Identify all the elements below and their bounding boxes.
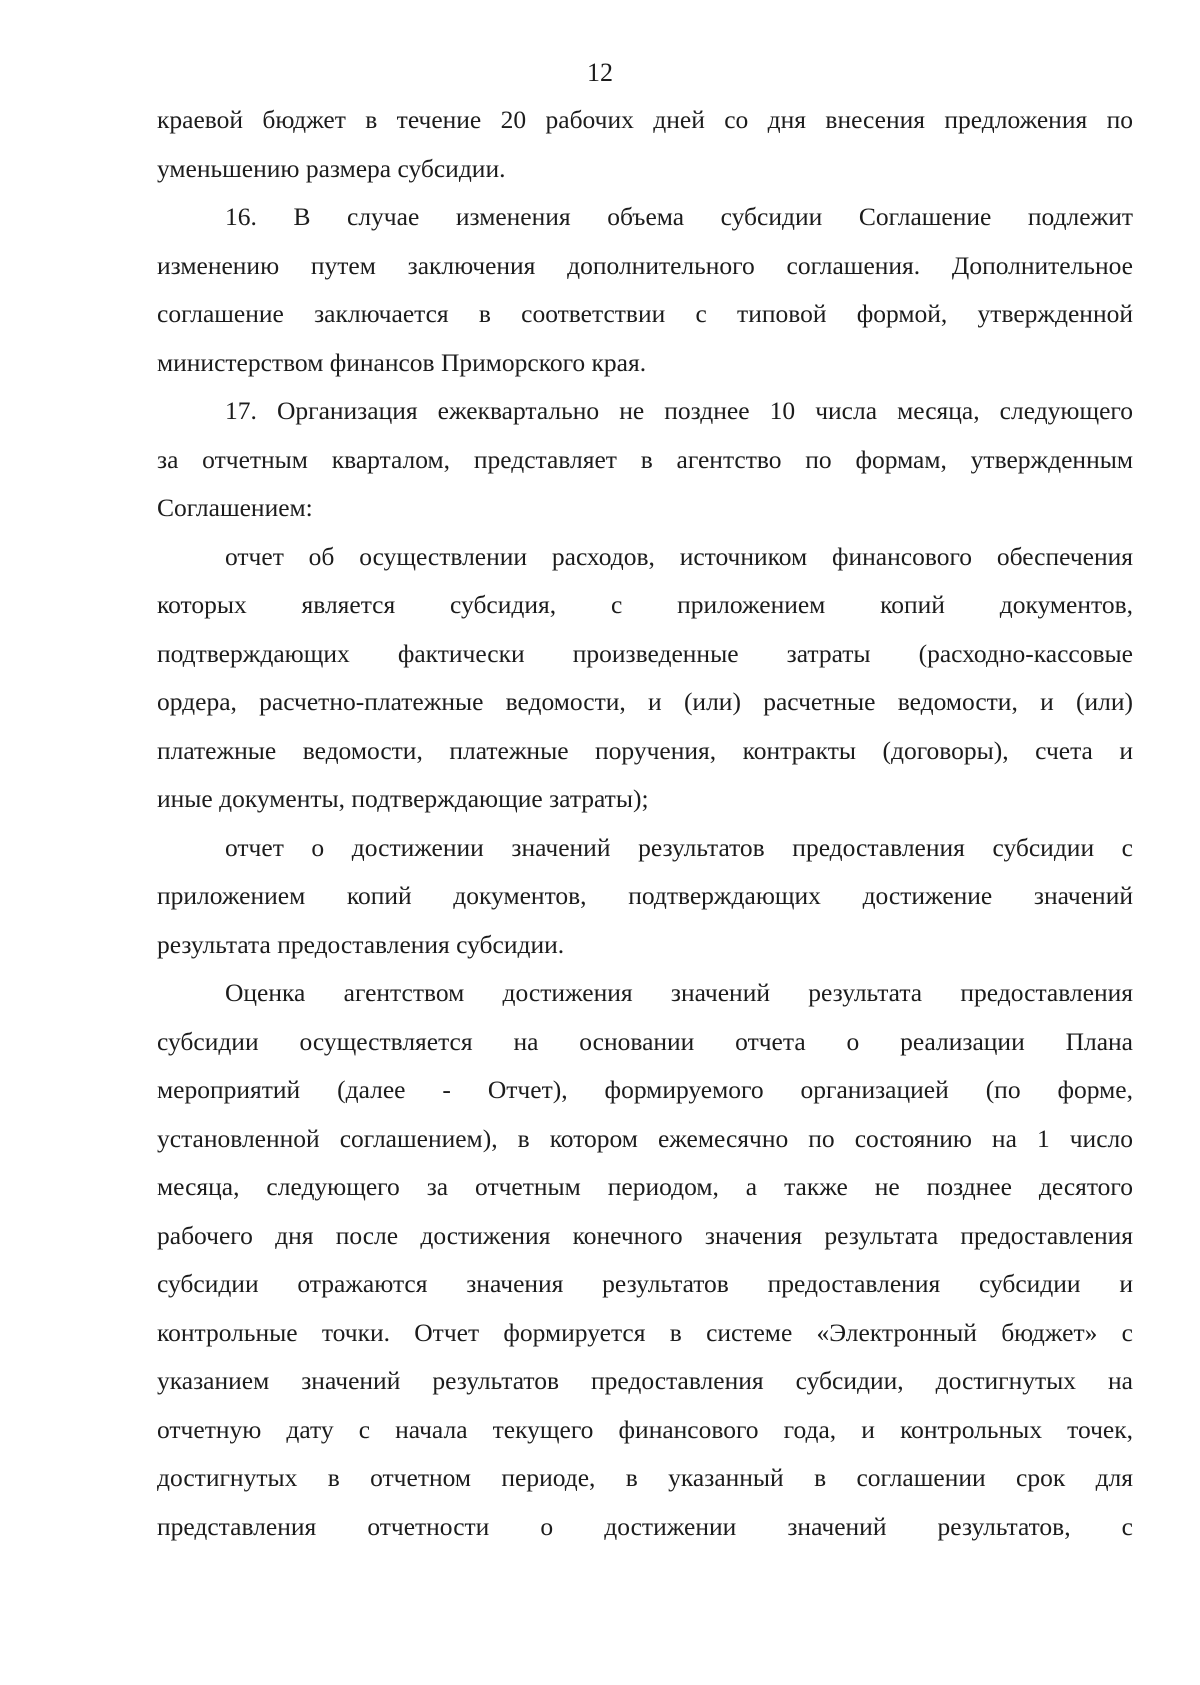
text-line: подтверждающих фактически произведенные затраты (расходно-кассовые	[157, 638, 1133, 668]
text-line: за отчетным кварталом, представляет в агентство по формам, утвержденным	[157, 444, 1133, 474]
text-line: достигнутых в отчетном периоде, в указанный в соглашении срок для	[157, 1463, 1133, 1492]
text-line: указанием значений результатов предоставления субсидии, достигнутых на	[157, 1366, 1133, 1395]
page-number: 12	[587, 58, 613, 87]
text-line: месяца, следующего за отчетным периодом, а также не позднее десятого	[157, 1172, 1133, 1201]
text-line: отчет о достижении значений результатов предоставления субсидии с	[225, 832, 1133, 862]
text-line: представления отчетности о достижении значений результатов, с	[157, 1511, 1133, 1541]
document-body	[157, 96, 1133, 1551]
text-line: иные документы, подтверждающие затраты);	[157, 784, 649, 813]
text-line: рабочего дня после достижения конечного значения результата предоставления	[157, 1220, 1133, 1250]
text-line: субсидии осуществляется на основании отчета о реализации Плана	[157, 1026, 1133, 1056]
text-line: субсидии отражаются значения результатов предоставления субсидии и	[157, 1269, 1133, 1298]
text-line: 17. Организация ежеквартально не позднее 10 числа месяца, следующего	[225, 396, 1133, 425]
text-line: уменьшению размера субсидии.	[157, 153, 506, 183]
text-line: 16. В случае изменения объема субсидии Соглашение подлежит	[225, 202, 1133, 231]
text-line: приложением копий документов, подтверждающих достижение значений	[157, 881, 1133, 910]
text-line: изменению путем заключения дополнительного соглашения. Дополнительное	[157, 250, 1133, 280]
text-line: установленной соглашением), в котором ежемесячно по состоянию на 1 число	[157, 1123, 1133, 1153]
text-line: отчет об осуществлении расходов, источником финансового обеспечения	[225, 541, 1133, 571]
text-line: мероприятий (далее - Отчет), формируемого организацией (по форме,	[157, 1075, 1133, 1104]
text-line: платежные ведомости, платежные поручения, контракты (договоры), счета и	[157, 735, 1133, 765]
text-line: контрольные точки. Отчет формируется в системе «Электронный бюджет» с	[157, 1317, 1133, 1347]
text-line: ордера, расчетно-платежные ведомости, и (или) расчетные ведомости, и (или)	[157, 687, 1133, 716]
text-line: министерством финансов Приморского края.	[157, 347, 647, 377]
text-line: которых является субсидия, с приложением копий документов,	[157, 590, 1133, 619]
text-line: результата предоставления субсидии.	[157, 929, 565, 959]
text-line: Оценка агентством достижения значений результата предоставления	[225, 978, 1133, 1007]
text-line: соглашение заключается в соответствии с типовой формой, утвержденной	[157, 299, 1133, 328]
text-line: краевой бюджет в течение 20 рабочих дней со дня внесения предложения по	[157, 105, 1133, 134]
text-line: отчетную дату с начала текущего финансового года, и контрольных точек,	[157, 1414, 1133, 1444]
text-line: Соглашением:	[157, 493, 313, 522]
